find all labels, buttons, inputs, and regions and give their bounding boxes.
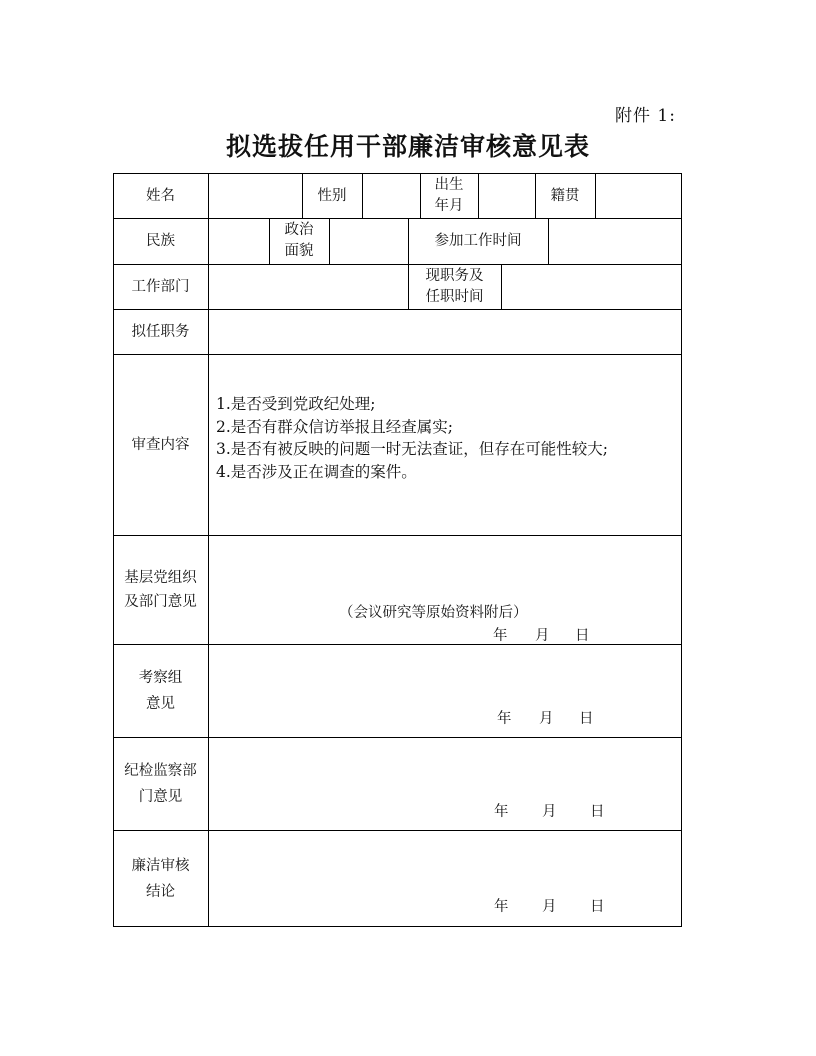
grassroots-opinion-label [113,535,208,644]
conclusion-date[interactable] [494,895,604,915]
gender-field[interactable] [363,174,420,218]
name-field[interactable] [209,174,302,218]
work-start-field[interactable] [549,219,681,264]
day-label: 日 [590,804,605,820]
proposed-position-label: 拟任职务 [131,323,190,340]
inspection-label-line2: 意见 [146,695,175,712]
current-position-field[interactable] [502,265,681,309]
grassroots-label-line2: 及部门意见 [124,593,197,610]
birth-date-label [420,173,478,218]
month-label: 月 [539,711,554,727]
origin-label: 籍贯 [550,187,580,204]
year-label: 年 [494,804,509,820]
ethnicity-label: 民族 [146,233,175,249]
political-status-field[interactable] [330,219,408,264]
position-label-line2: 任职时间 [425,288,484,305]
year-label: 年 [494,899,509,915]
review-checklist [216,393,676,483]
inspection-date[interactable] [497,707,597,727]
grassroots-opinion-field[interactable] [209,536,681,596]
conclusion-field[interactable] [209,831,681,891]
discipline-date[interactable] [494,800,604,820]
politics-label-line2: 面貌 [284,243,314,259]
name-label: 姓名 [146,187,175,204]
conclusion-label-line2: 结论 [146,883,175,900]
review-item: 3.是否有被反映的问题一时无法查证，但存在可能性较大; [216,440,609,458]
discipline-label-line1: 纪检监察部 [124,762,197,779]
review-content-label: 审查内容 [131,436,190,453]
department-field[interactable] [209,265,408,309]
birth-label-line1: 出生 [434,176,464,193]
department-label: 工作部门 [131,278,190,295]
day-label: 日 [590,899,605,915]
review-item: 2.是否有群众信访举报且经查属实; [216,417,454,436]
current-position-label [408,264,501,309]
grassroots-label-line1: 基层党组织 [124,569,197,586]
discipline-opinion-field[interactable] [209,738,681,796]
inspection-label-line1: 考察组 [138,669,183,686]
month-label: 月 [535,628,550,644]
position-label-line1: 现职务及 [425,267,484,284]
proposed-position-field[interactable] [209,310,681,354]
conclusion-label-line1: 廉洁审核 [131,857,190,874]
year-label: 年 [497,711,512,727]
review-item: 1.是否受到党政纪处理; [216,395,376,413]
inspection-opinion-field[interactable] [209,645,681,703]
birth-label-line2: 年月 [434,197,464,214]
month-label: 月 [542,804,557,820]
month-label: 月 [542,899,557,915]
grassroots-date[interactable] [493,624,593,644]
political-status-label [269,218,329,264]
discipline-opinion-label [113,737,208,830]
conclusion-label [113,830,208,927]
review-item: 4.是否涉及正在调查的案件。 [216,462,417,481]
form-title: 拟选拔任用干部廉洁审核意见表 [225,132,590,161]
attachment-label: 附件 1: [615,106,676,126]
day-label: 日 [579,711,594,727]
origin-field[interactable] [596,174,681,218]
discipline-label-line2: 门意见 [138,788,183,805]
day-label: 日 [575,628,590,644]
ethnicity-field[interactable] [209,219,269,264]
politics-label-line1: 政治 [284,222,314,238]
work-start-label: 参加工作时间 [434,233,522,249]
birth-date-field[interactable] [479,174,535,218]
inspection-opinion-label [113,644,208,737]
attachment-note: （会议研究等原始资料附后） [339,605,528,621]
gender-label: 性别 [317,187,347,204]
year-label: 年 [493,628,508,644]
